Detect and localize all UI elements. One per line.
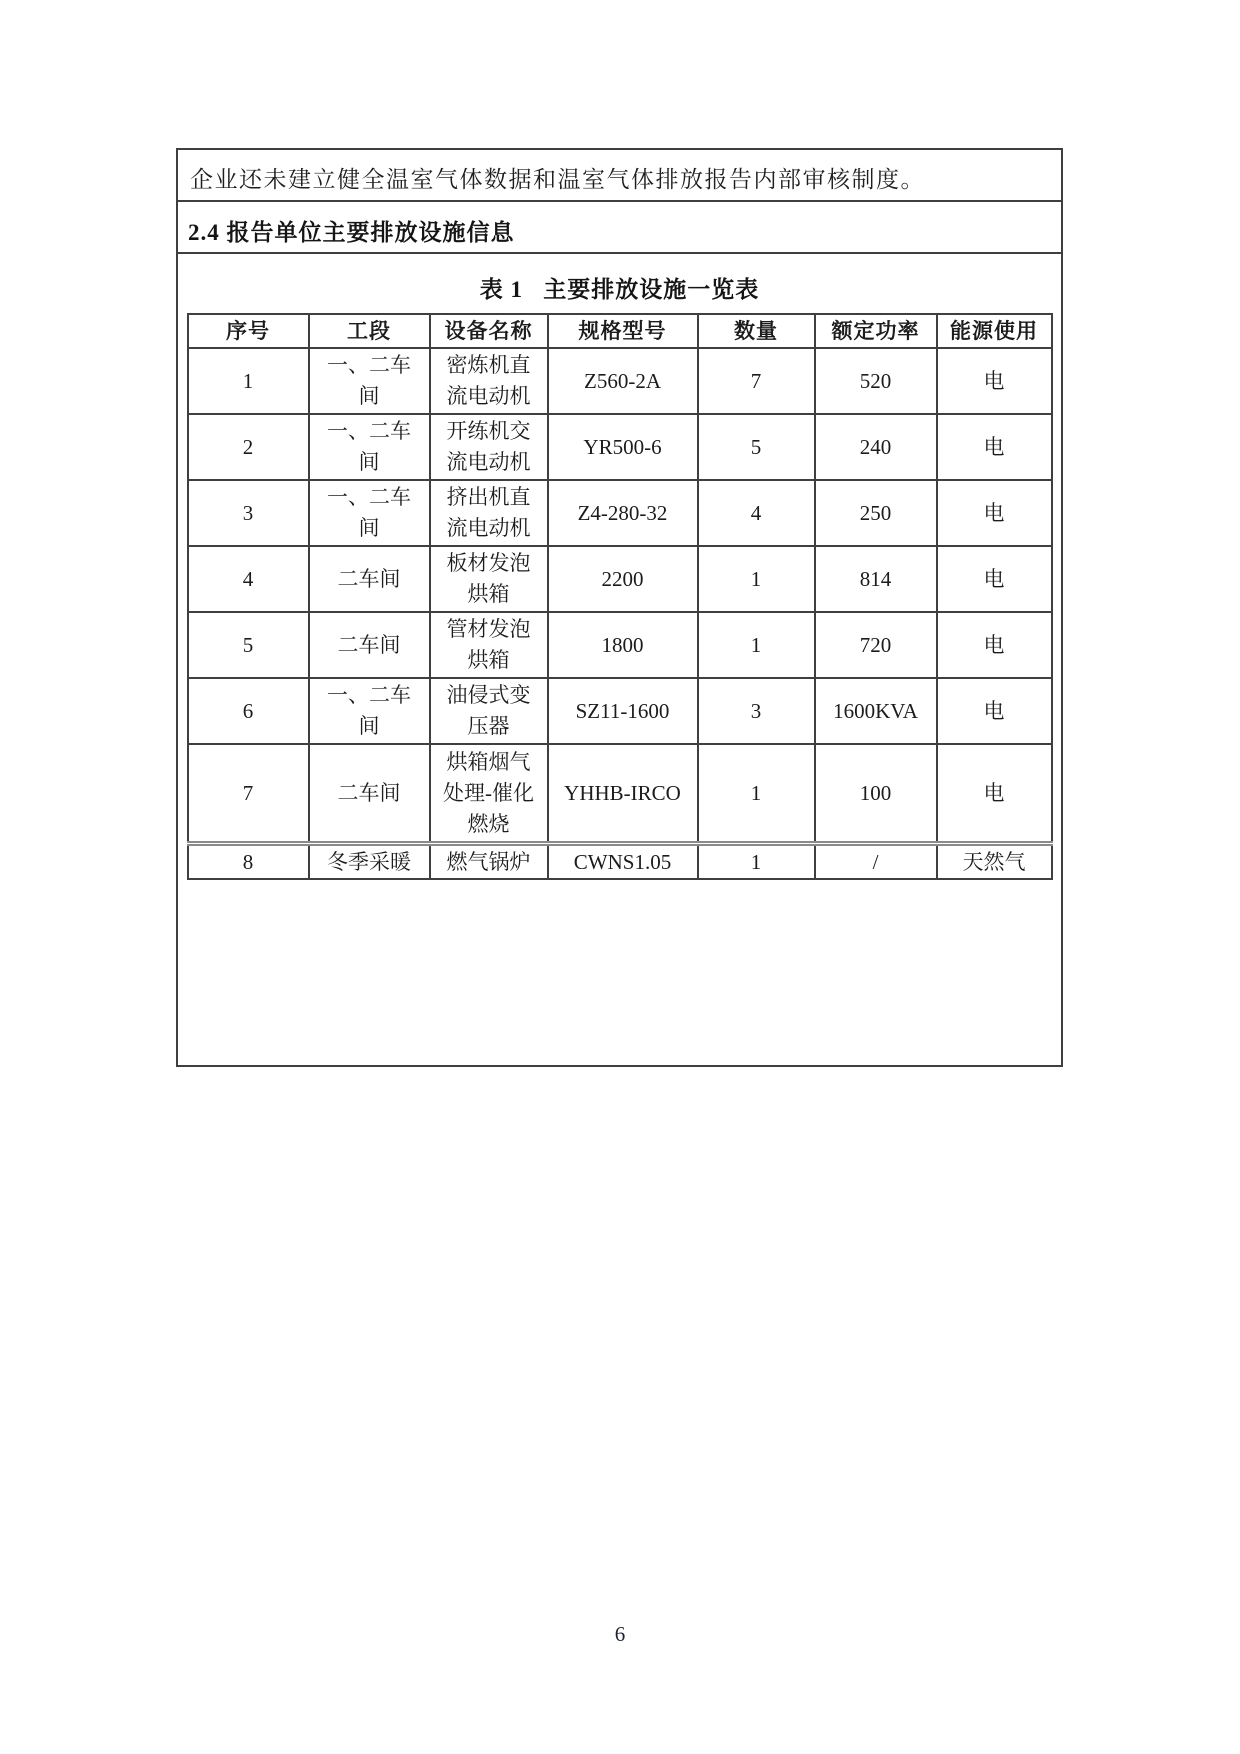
table-cell: 电 [937,414,1052,480]
section-heading: 2.4 报告单位主要排放设施信息 [188,220,515,245]
table-cell: 开练机交流电动机 [430,414,548,480]
header-cell: 能源使用 [937,314,1052,348]
table-row [188,844,1052,880]
table-cell: 4 [188,546,309,612]
table-cell: 二车间 [309,612,430,678]
header-cell: 额定功率 [815,314,937,348]
table-cell: 1 [698,612,815,678]
table-cell: 2 [188,414,309,480]
body-paragraph: 企业还未建立健全温室气体数据和温室气体排放报告内部审核制度。 [190,167,925,192]
table-cell: 1600KVA [815,678,937,744]
table-cell: 6 [188,678,309,744]
table-cell: 720 [815,612,937,678]
header-cell: 规格型号 [548,314,698,348]
header-cell: 序号 [188,314,309,348]
table-cell: 电 [937,612,1052,678]
table-cell: 一、二车间 [309,678,430,744]
table-cell: 814 [815,546,937,612]
table-cell: 1 [188,348,309,414]
table-cell: 4 [698,480,815,546]
table-row [188,546,1052,612]
table-cell: 100 [815,744,937,844]
table-cell: 管材发泡烘箱 [430,612,548,678]
table-cell: 密炼机直流电动机 [430,348,548,414]
section-heading-cell [178,202,1061,254]
table-cell: Z4-280-32 [548,480,698,546]
table-body [188,348,1052,879]
table-cell: 天然气 [937,844,1052,880]
table-row [188,348,1052,414]
table-row [188,744,1052,844]
table-cell: 一、二车间 [309,414,430,480]
table-cell: 板材发泡烘箱 [430,546,548,612]
table-cell: 电 [937,546,1052,612]
table-cell: 一、二车间 [309,480,430,546]
table-cell: 二车间 [309,744,430,844]
table-cell: 250 [815,480,937,546]
table-cell: 1 [698,744,815,844]
table-title: 表 1 主要排放设施一览表 [479,277,760,302]
table-row [188,612,1052,678]
table-cell: 1800 [548,612,698,678]
table-cell: 1 [698,844,815,880]
table-area [178,254,1061,880]
facilities-table [187,313,1053,880]
table-cell: 电 [937,744,1052,844]
table-cell: 烘箱烟气处理-催化燃烧 [430,744,548,844]
table-cell: 5 [698,414,815,480]
table-cell: SZ11-1600 [548,678,698,744]
table-cell: 电 [937,348,1052,414]
table-cell: / [815,844,937,880]
header-cell: 工段 [309,314,430,348]
table-cell: 油侵式变压器 [430,678,548,744]
table-row [188,678,1052,744]
table-cell: Z560-2A [548,348,698,414]
table-cell: 2200 [548,546,698,612]
table-cell: YR500-6 [548,414,698,480]
table-cell: 二车间 [309,546,430,612]
table-cell: 7 [698,348,815,414]
table-cell: 电 [937,678,1052,744]
table-row [188,480,1052,546]
table-cell: 3 [188,480,309,546]
table-cell: 冬季采暖 [309,844,430,880]
table-cell: 一、二车间 [309,348,430,414]
table-cell: CWNS1.05 [548,844,698,880]
table-cell: 7 [188,744,309,844]
table-cell: 5 [188,612,309,678]
table-cell: 240 [815,414,937,480]
table-cell: 1 [698,546,815,612]
table-cell: YHHB-IRCO [548,744,698,844]
table-cell: 电 [937,480,1052,546]
table-header-row [188,314,1052,348]
table-cell: 挤出机直流电动机 [430,480,548,546]
content-box [176,148,1063,1067]
page-number: 6 [614,1622,626,1646]
table-cell: 3 [698,678,815,744]
table-cell: 520 [815,348,937,414]
header-cell: 设备名称 [430,314,548,348]
table-cell: 燃气锅炉 [430,844,548,880]
paragraph-cell [178,150,1061,202]
header-cell: 数量 [698,314,815,348]
table-cell: 8 [188,844,309,880]
table-row [188,414,1052,480]
